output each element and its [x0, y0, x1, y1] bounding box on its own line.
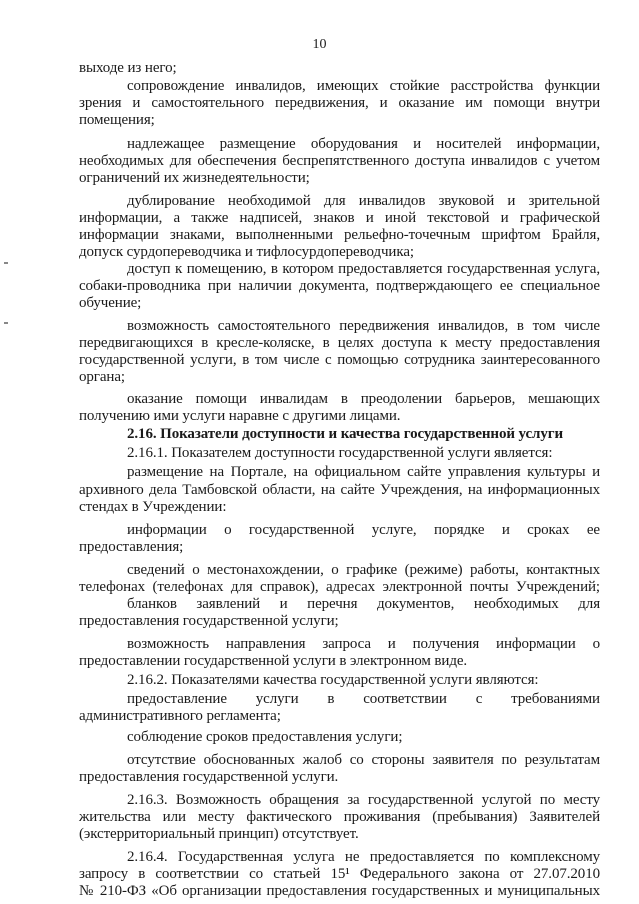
text-line: 2.16.4. Государственная услуга не предоставляется по комплексному — [127, 849, 600, 865]
text-line: телефонах (телефонах для справок), адресах электронной почты Учреждений; — [79, 579, 600, 595]
margin-mark — [4, 322, 8, 324]
text-line: запросу в соответствии со статьей 15¹ Федерального закона от 27.07.2010 — [79, 866, 600, 882]
text-line: ограничений их жизнедеятельности; — [79, 170, 310, 186]
text-line: предоставлении государственной услуги в электронном виде. — [79, 653, 468, 669]
text-line: предоставления; — [79, 539, 184, 555]
text-line: необходимых для обеспечения беспрепятственного доступа инвалидов с учетом — [79, 153, 600, 169]
text-line: стендах в Учреждении: — [79, 499, 227, 515]
text-line: доступ к помещению, в котором предоставляется государственная услуга, — [127, 261, 600, 277]
text-line: допуск сурдопереводчика и тифлосурдопереводчика; — [79, 244, 414, 260]
text-line: выходе из него; — [79, 60, 177, 76]
text-line: обучение; — [79, 295, 142, 311]
text-line: 2.16.3. Возможность обращения за государственной услугой по месту — [127, 792, 600, 808]
page-number: 10 — [312, 37, 327, 52]
text-line: собаки-проводника при наличии документа, подтверждающего ее специальное — [79, 278, 600, 294]
text-line: информации о государственной услуге, порядке и сроках ее — [127, 522, 600, 538]
text-line: зрения и самостоятельного передвижения, и оказание им помощи внутри — [79, 95, 600, 111]
text-line: архивного дела Тамбовской области, на сайте Учреждения, на информационных — [79, 482, 600, 498]
text-line: бланков заявлений и перечня документов, необходимых для — [127, 596, 600, 612]
text-line: органа; — [79, 369, 125, 385]
text-line: № 210-ФЗ «Об организации предоставления государственных и муниципальных — [79, 883, 600, 899]
text-line: жительства или месту фактического проживания (пребывания) Заявителей — [79, 809, 600, 825]
text-line: информации знаками, выполненными рельефно-точечным шрифтом Брайля, — [79, 227, 600, 243]
text-line: предоставления государственной услуги; — [79, 613, 339, 629]
text-line: размещение на Портале, на официальном сайте управления культуры и — [127, 464, 600, 480]
text-line: предоставление услуги в соответствии с требованиями — [127, 691, 600, 707]
text-line: передвигающихся в кресле-коляске, в целях доступа к месту предоставления — [79, 335, 600, 351]
text-line: административного регламента; — [79, 708, 281, 724]
text-line: дублирование необходимой для инвалидов звуковой и зрительной — [127, 193, 600, 209]
text-line: информации, а также надписей, знаков и иной текстовой и графической — [79, 210, 600, 226]
text-line: 2.16.1. Показателем доступности государственной услуги является: — [127, 445, 553, 461]
text-line: сопровождение инвалидов, имеющих стойкие расстройства функции — [127, 78, 600, 94]
text-line: оказание помощи инвалидам в преодолении барьеров, мешающих — [127, 391, 600, 407]
text-line: помещения; — [79, 112, 155, 128]
text-line: надлежащее размещение оборудования и носителей информации, — [127, 136, 600, 152]
text-line: 2.16.2. Показателями качества государственной услуги являются: — [127, 672, 539, 688]
text-line: возможность самостоятельного передвижения инвалидов, в том числе — [127, 318, 600, 334]
text-line: возможность направления запроса и получения информации о — [127, 636, 600, 652]
text-line: (экстерриториальный принцип) отсутствует. — [79, 826, 359, 842]
text-line: государственной услуги, в том числе с помощью сотрудника заинтересованного — [79, 352, 600, 368]
text-line: соблюдение сроков предоставления услуги; — [127, 729, 403, 745]
text-line: отсутствие обоснованных жалоб со стороны заявителя по результатам — [127, 752, 600, 768]
text-line: получению ими услуги наравне с другими лицами. — [79, 408, 401, 424]
text-line: предоставления государственной услуги. — [79, 769, 339, 785]
margin-mark — [4, 262, 8, 264]
text-line: сведений о местонахождении, о графике (режиме) работы, контактных — [127, 562, 600, 578]
section-heading: 2.16. Показатели доступности и качества государственной услуги — [127, 426, 564, 442]
